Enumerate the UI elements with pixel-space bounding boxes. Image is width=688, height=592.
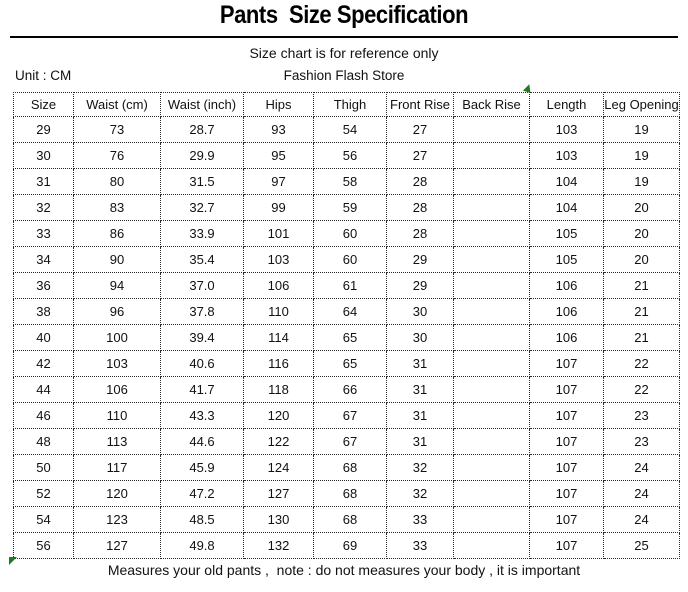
table-cell: 103: [244, 247, 314, 273]
table-cell: [454, 169, 530, 195]
table-cell: [454, 351, 530, 377]
table-row: [14, 273, 680, 299]
table-cell: 29: [387, 273, 454, 299]
table-cell: 120: [244, 403, 314, 429]
table-cell: 68: [314, 507, 387, 533]
table-cell: 41.7: [161, 377, 244, 403]
table-cell: 21: [604, 325, 680, 351]
table-cell: 124: [244, 455, 314, 481]
table-cell: 100: [74, 325, 161, 351]
table-cell: 19: [604, 143, 680, 169]
table-cell: 33: [387, 507, 454, 533]
table-cell: 52: [14, 481, 74, 507]
table-cell: 49.8: [161, 533, 244, 559]
table-cell: 61: [314, 273, 387, 299]
column-header: Back Rise: [454, 93, 530, 117]
table-cell: 86: [74, 221, 161, 247]
table-cell: 21: [604, 273, 680, 299]
table-cell: 31: [387, 429, 454, 455]
table-cell: 107: [530, 351, 604, 377]
table-cell: 21: [604, 299, 680, 325]
table-cell: 64: [314, 299, 387, 325]
table-cell: 27: [387, 117, 454, 143]
table-cell: 116: [244, 351, 314, 377]
table-cell: [454, 195, 530, 221]
table-cell: 65: [314, 351, 387, 377]
table-cell: 39.4: [161, 325, 244, 351]
table-cell: [454, 533, 530, 559]
table-cell: 107: [530, 507, 604, 533]
table-cell: 73: [74, 117, 161, 143]
table-cell: 24: [604, 481, 680, 507]
table-cell: 31: [387, 403, 454, 429]
table-cell: 56: [314, 143, 387, 169]
column-header: Length: [530, 93, 604, 117]
table-cell: 103: [530, 117, 604, 143]
table-cell: 20: [604, 195, 680, 221]
table-cell: 28.7: [161, 117, 244, 143]
table-cell: 34: [14, 247, 74, 273]
table-cell: 67: [314, 403, 387, 429]
table-cell: 30: [387, 299, 454, 325]
table-cell: 48.5: [161, 507, 244, 533]
table-cell: 120: [74, 481, 161, 507]
table-row: [14, 429, 680, 455]
table-row: [14, 507, 680, 533]
table-cell: 20: [604, 247, 680, 273]
table-cell: [454, 221, 530, 247]
table-cell: 94: [74, 273, 161, 299]
table-cell: 35.4: [161, 247, 244, 273]
table-cell: [454, 377, 530, 403]
table-cell: 27: [387, 143, 454, 169]
unit-label: Unit : CM: [15, 68, 72, 83]
table-cell: 104: [530, 169, 604, 195]
meta-row: [0, 68, 688, 86]
table-cell: 40: [14, 325, 74, 351]
table-row: [14, 403, 680, 429]
table-cell: 45.9: [161, 455, 244, 481]
table-cell: 58: [314, 169, 387, 195]
table-cell: 110: [244, 299, 314, 325]
table-cell: 54: [314, 117, 387, 143]
table-cell: [454, 507, 530, 533]
table-cell: [454, 247, 530, 273]
table-cell: 44.6: [161, 429, 244, 455]
table-cell: 105: [530, 247, 604, 273]
table-cell: 118: [244, 377, 314, 403]
table-cell: 127: [244, 481, 314, 507]
table-cell: 22: [604, 377, 680, 403]
table-cell: [454, 455, 530, 481]
table-cell: 30: [14, 143, 74, 169]
table-row: [14, 117, 680, 143]
table-row: [14, 195, 680, 221]
column-header: Leg Opening: [604, 93, 680, 117]
table-cell: 107: [530, 377, 604, 403]
table-cell: 31.5: [161, 169, 244, 195]
table-cell: 29: [387, 247, 454, 273]
table-cell: 24: [604, 507, 680, 533]
table-cell: 32.7: [161, 195, 244, 221]
table-cell: 37.0: [161, 273, 244, 299]
table-cell: 40.6: [161, 351, 244, 377]
table-cell: 93: [244, 117, 314, 143]
table-cell: 60: [314, 247, 387, 273]
table-cell: 107: [530, 455, 604, 481]
table-row: [14, 455, 680, 481]
table-cell: 107: [530, 403, 604, 429]
table-row: [14, 143, 680, 169]
table-cell: 33: [387, 533, 454, 559]
table-row: [14, 533, 680, 559]
table-cell: 106: [74, 377, 161, 403]
table-cell: 83: [74, 195, 161, 221]
table-cell: 76: [74, 143, 161, 169]
column-header: Waist (inch): [161, 93, 244, 117]
table-cell: 28: [387, 195, 454, 221]
table-cell: 60: [314, 221, 387, 247]
table-cell: 59: [314, 195, 387, 221]
table-cell: 36: [14, 273, 74, 299]
table-row: [14, 169, 680, 195]
table-cell: 105: [530, 221, 604, 247]
table-cell: [454, 117, 530, 143]
table-cell: 56: [14, 533, 74, 559]
table-cell: 32: [387, 481, 454, 507]
table-cell: 107: [530, 481, 604, 507]
store-name: Fashion Flash Store: [283, 68, 405, 83]
table-cell: 65: [314, 325, 387, 351]
table-cell: 103: [74, 351, 161, 377]
title-divider: [10, 36, 678, 38]
table-cell: [454, 273, 530, 299]
table-cell: 106: [530, 325, 604, 351]
size-table: [13, 92, 680, 559]
table-cell: 32: [387, 455, 454, 481]
table-cell: 114: [244, 325, 314, 351]
column-header: Waist (cm): [74, 93, 161, 117]
table-cell: 107: [530, 533, 604, 559]
table-cell: 80: [74, 169, 161, 195]
table-cell: 107: [530, 429, 604, 455]
table-cell: 23: [604, 403, 680, 429]
table-cell: 30: [387, 325, 454, 351]
table-cell: [454, 143, 530, 169]
table-cell: 68: [314, 481, 387, 507]
table-cell: 99: [244, 195, 314, 221]
table-cell: [454, 429, 530, 455]
table-row: [14, 377, 680, 403]
table-cell: 106: [244, 273, 314, 299]
column-header: Hips: [244, 93, 314, 117]
table-cell: 117: [74, 455, 161, 481]
table-cell: 42: [14, 351, 74, 377]
table-cell: 69: [314, 533, 387, 559]
table-cell: 50: [14, 455, 74, 481]
table-cell: 110: [74, 403, 161, 429]
table-cell: 122: [244, 429, 314, 455]
table-cell: 130: [244, 507, 314, 533]
table-cell: 19: [604, 117, 680, 143]
table-cell: 29.9: [161, 143, 244, 169]
table-cell: 31: [387, 351, 454, 377]
page-title: Pants Size Specification: [219, 1, 469, 29]
table-row: [14, 247, 680, 273]
table-cell: 47.2: [161, 481, 244, 507]
table-cell: 44: [14, 377, 74, 403]
table-cell: 23: [604, 429, 680, 455]
table-row: [14, 221, 680, 247]
table-row: [14, 481, 680, 507]
table-cell: 19: [604, 169, 680, 195]
table-cell: 28: [387, 221, 454, 247]
footer-note: Measures your old pants , note : do not measures your body , it is important: [107, 562, 581, 578]
table-cell: 66: [314, 377, 387, 403]
table-cell: 67: [314, 429, 387, 455]
table-cell: [454, 481, 530, 507]
table-cell: 101: [244, 221, 314, 247]
table-cell: 38: [14, 299, 74, 325]
table-cell: 123: [74, 507, 161, 533]
table-cell: 132: [244, 533, 314, 559]
table-cell: 29: [14, 117, 74, 143]
reference-note: Size chart is for reference only: [249, 45, 439, 61]
table-cell: 43.3: [161, 403, 244, 429]
table-cell: 32: [14, 195, 74, 221]
table-cell: 97: [244, 169, 314, 195]
table-cell: 22: [604, 351, 680, 377]
table-cell: 106: [530, 299, 604, 325]
table-cell: 25: [604, 533, 680, 559]
table-cell: [454, 299, 530, 325]
table-cell: 33.9: [161, 221, 244, 247]
column-header: Thigh: [314, 93, 387, 117]
table-cell: 104: [530, 195, 604, 221]
table-row: [14, 351, 680, 377]
table-row: [14, 299, 680, 325]
table-cell: 46: [14, 403, 74, 429]
table-cell: 90: [74, 247, 161, 273]
table-cell: 113: [74, 429, 161, 455]
table-cell: 31: [387, 377, 454, 403]
table-cell: 103: [530, 143, 604, 169]
table-cell: 95: [244, 143, 314, 169]
table-cell: 33: [14, 221, 74, 247]
table-cell: 96: [74, 299, 161, 325]
table-row: [14, 325, 680, 351]
table-cell: [454, 325, 530, 351]
table-cell: 24: [604, 455, 680, 481]
table-cell: 31: [14, 169, 74, 195]
column-header: Front Rise: [387, 93, 454, 117]
table-cell: 106: [530, 273, 604, 299]
table-cell: 54: [14, 507, 74, 533]
table-cell: 127: [74, 533, 161, 559]
table-cell: 20: [604, 221, 680, 247]
table-header-row: [14, 93, 680, 117]
table-cell: 48: [14, 429, 74, 455]
table-cell: 28: [387, 169, 454, 195]
column-header: Size: [14, 93, 74, 117]
table-cell: 68: [314, 455, 387, 481]
table-cell: 37.8: [161, 299, 244, 325]
table-cell: [454, 403, 530, 429]
